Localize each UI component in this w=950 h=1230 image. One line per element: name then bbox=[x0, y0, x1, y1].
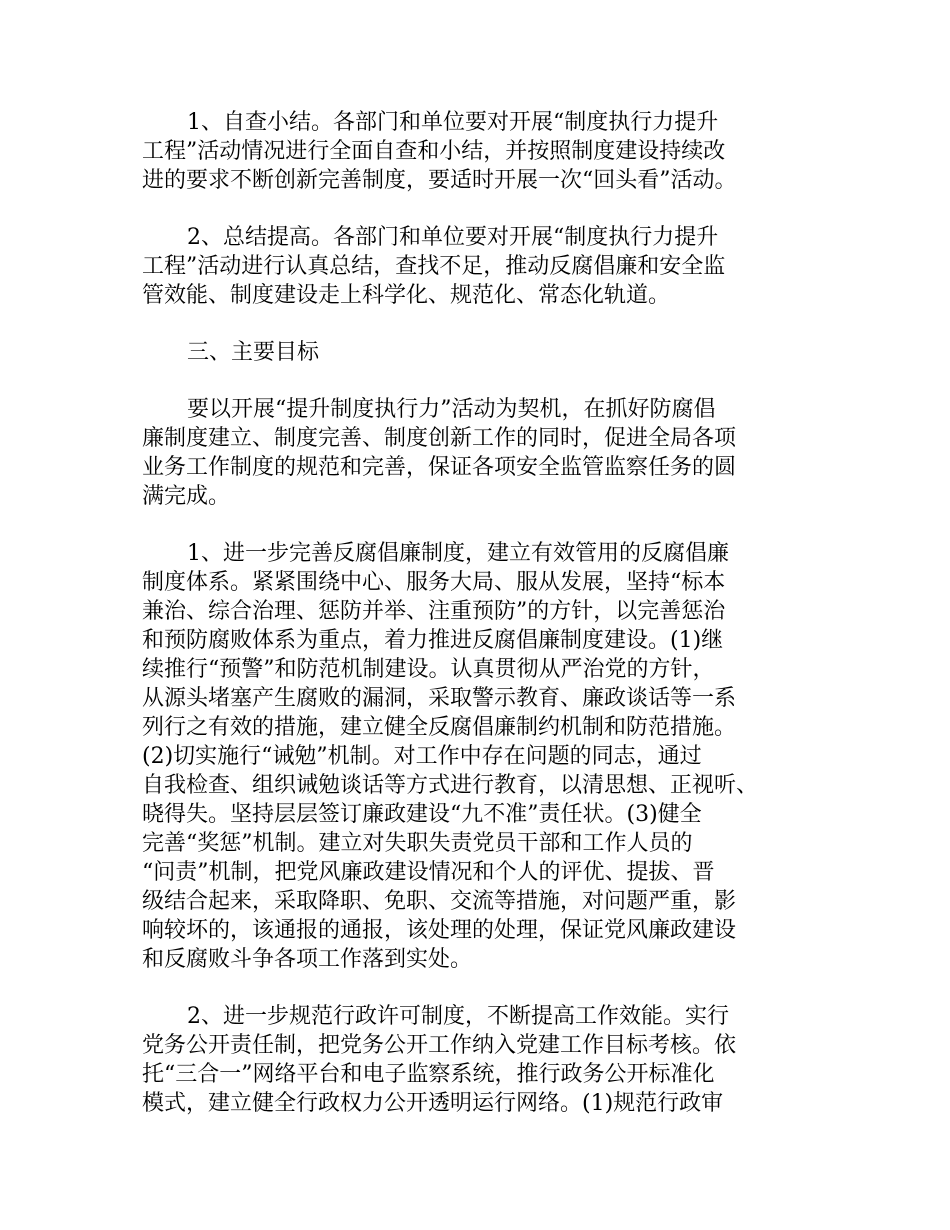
text-line: 从源头堵塞产生腐败的漏洞，采取警示教育、廉政谈话等一系 bbox=[142, 686, 737, 711]
text-line: 续推行“预警”和防范机制建设。认真贯彻从严治党的方针， bbox=[142, 657, 715, 682]
text-line: 业务工作制度的规范和完善，保证各项安全监管监察任务的圆 bbox=[142, 455, 737, 480]
paragraph-summary bbox=[142, 223, 832, 310]
text-line: 级结合起来，采取降职、免职、交流等措施，对问题严重，影 bbox=[142, 889, 737, 914]
text-line: 晓得失。坚持层层签订廉政建设“九不准”责任状。(3)健全 bbox=[142, 802, 702, 827]
text-line: 制度体系。紧紧围绕中心、服务大局、服从发展，坚持“标本 bbox=[142, 570, 726, 595]
text-line: 工程”活动进行认真总结，查找不足，推动反腐倡廉和安全监 bbox=[142, 254, 726, 279]
text-line: 完善“奖惩”机制。建立对失职失责党员干部和工作人员的 bbox=[142, 831, 693, 856]
text-line: 2、总结提高。各部门和单位要对开展“制度执行力提升 bbox=[187, 225, 719, 250]
document-page bbox=[142, 108, 832, 1118]
text-line: 自我检查、组织诫勉谈话等方式进行教育，以清思想、正视听、 bbox=[142, 773, 759, 798]
paragraph-administrative-license bbox=[142, 1002, 832, 1118]
text-line: 1、自查小结。各部门和单位要对开展“制度执行力提升 bbox=[187, 110, 719, 135]
paragraph-self-check bbox=[142, 108, 832, 195]
section-heading bbox=[142, 338, 832, 367]
text-line: 1、进一步完善反腐倡廉制度，建立有效管用的反腐倡廉 bbox=[187, 541, 729, 566]
paragraph-main-goal bbox=[142, 395, 832, 511]
text-line: 列行之有效的措施，建立健全反腐倡廉制约机制和防范措施。 bbox=[142, 715, 737, 740]
text-line: 廉制度建立、制度完善、制度创新工作的同时，促进全局各项 bbox=[142, 426, 737, 451]
text-line: 党务公开责任制，把党务公开工作纳入党建工作目标考核。依 bbox=[142, 1033, 737, 1058]
text-line: “问责”机制，把党风廉政建设情况和个人的评优、提拔、晋 bbox=[142, 860, 715, 885]
text-line: 进的要求不断创新完善制度，要适时开展一次“回头看”活动。 bbox=[142, 168, 737, 193]
text-line: 要以开展“提升制度执行力”活动为契机，在抓好防腐倡 bbox=[187, 397, 716, 422]
text-line: 工程”活动情况进行全面自查和小结，并按照制度建设持续改 bbox=[142, 139, 726, 164]
heading-line: 三、主要目标 bbox=[187, 340, 320, 365]
text-line: 满完成。 bbox=[142, 484, 231, 509]
text-line: 2、进一步规范行政许可制度，不断提高工作效能。实行 bbox=[187, 1004, 729, 1029]
text-line: 响较坏的，该通报的通报，该处理的处理，保证党风廉政建设 bbox=[142, 918, 737, 943]
text-line: 管效能、制度建设走上科学化、规范化、常态化轨道。 bbox=[142, 283, 671, 308]
text-line: 和反腐败斗争各项工作落到实处。 bbox=[142, 947, 473, 972]
text-line: (2)切实施行“诫勉”机制。对工作中存在问题的同志，通过 bbox=[142, 744, 702, 769]
text-line: 兼治、综合治理、惩防并举、注重预防”的方针，以完善惩治 bbox=[142, 599, 726, 624]
text-line: 模式，建立健全行政权力公开透明运行网络。(1)规范行政审 bbox=[142, 1091, 724, 1116]
text-line: 和预防腐败体系为重点，着力推进反腐倡廉制度建设。(1)继 bbox=[142, 628, 724, 653]
text-line: 托“三合一”网络平台和电子监察系统，推行政务公开标准化 bbox=[142, 1062, 715, 1087]
paragraph-anti-corruption bbox=[142, 539, 832, 974]
